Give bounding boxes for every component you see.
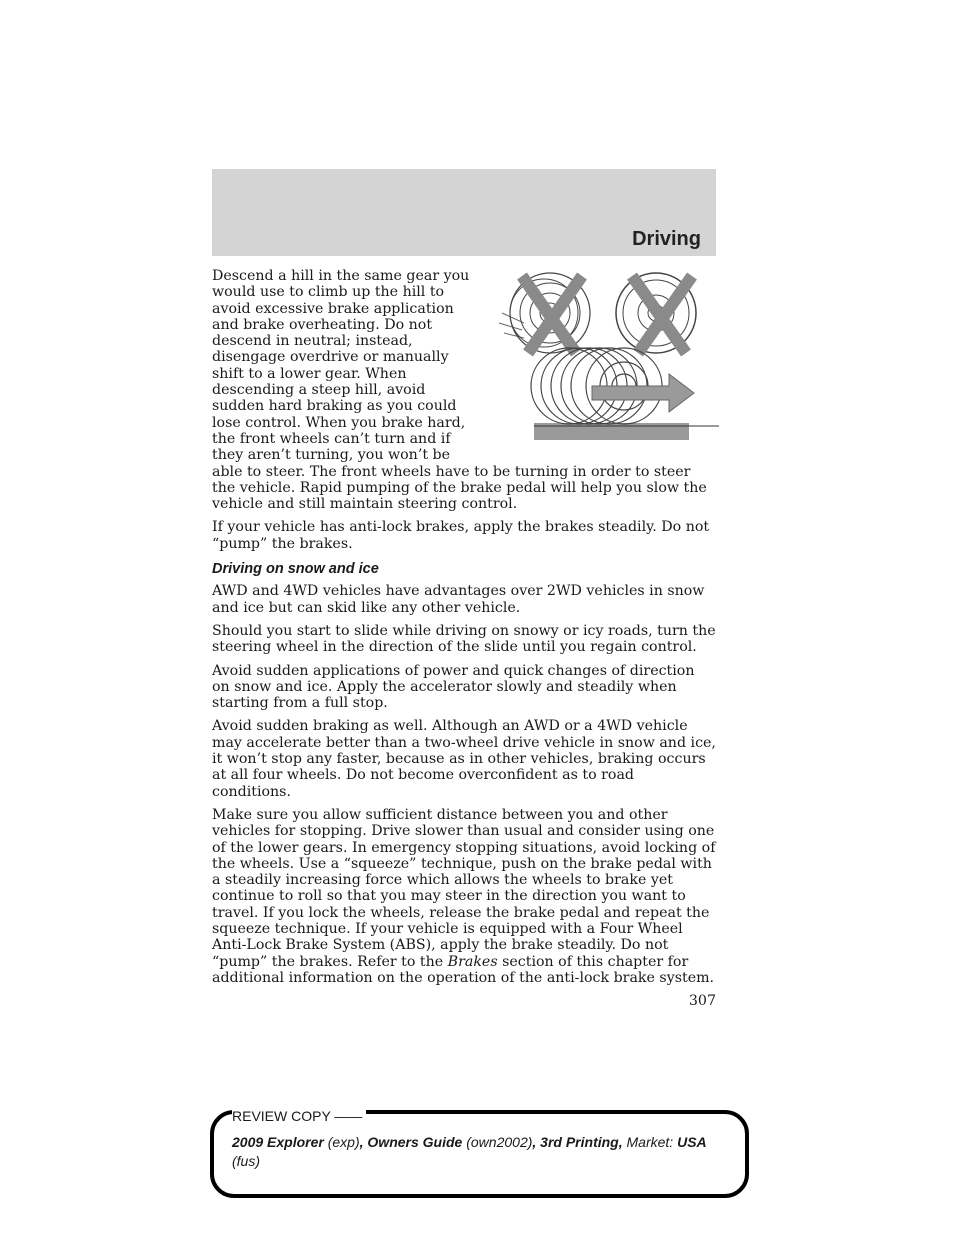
review-copy-footer <box>210 1110 749 1198</box>
paragraph-stopping-distance <box>212 807 716 986</box>
section-title: Driving <box>632 228 701 250</box>
market: USA <box>677 1134 707 1150</box>
guide-code: (own2002) <box>466 1134 533 1150</box>
paragraph-sudden-braking: Avoid sudden braking as well. Although an AWD or a 4WD vehicle may accelerate better than a two-wheel drive vehicle in snow and ice, it won’t stop any faster, because as in other vehicles, braking occurs at all four wheels. Do not become overconfident as to road conditions. <box>212 718 716 800</box>
wheel-lock-illustration <box>484 268 724 448</box>
publication-info <box>232 1134 707 1150</box>
subheading-snow-ice: Driving on snow and ice <box>212 561 379 578</box>
paragraph-text: section of this chapter for additional information on the operation of the anti-lock brake system. <box>212 953 715 986</box>
section-header-band <box>212 169 716 256</box>
direction-arrow <box>592 374 694 412</box>
paragraph-sudden-power: Avoid sudden applications of power and quick changes of direction on snow and ice. Apply the accelerator slowly and steadily when starting from a full stop. <box>212 662 695 712</box>
model-code: (exp) <box>327 1134 360 1150</box>
paragraph-text: Make sure you allow sufficient distance between you and other vehicles for stopping. Drive slower than usual and consider using one of the lower gears. In emergency stopping situations, avoid locking of the wheels. Use a “squeeze” technique, push on the brake pedal with a steadily increasing force which allows the wheels to brake yet continue to roll so that you may steer in the direction you want to travel. If you lock the wheels, release the brake pedal and repeat the squeeze technique. If your vehicle is equipped with a Four Wheel Anti-Lock Brake System (ABS), apply the brake steadily. Do not “pump” the brakes. Refer to the <box>212 806 716 970</box>
paragraph-awd-4wd: AWD and 4WD vehicles have advantages over 2WD vehicles in snow and ice but can skid like any other vehicle. <box>212 583 705 616</box>
guide-name: , Owners Guide <box>359 1134 463 1150</box>
review-copy-label: REVIEW COPY —— <box>232 1108 366 1124</box>
paragraph-hill-descent: Descend a hill in the same gear you would use to climb up the hill to avoid excessive brake application and brake overheating. Do not descend in neutral; instead, disengage overdrive or manually shift to a lower gear. When descending a steep hill, avoid sudden hard braking as you could lose control. When you brake hard, the front wheels can’t turn and if they aren’t turning, you won’t be able to steer. The front wheels have to be turning in order to steer the vehicle. Rapid pumping of the brake pedal will help you slow the vehicle and still maintain steering control. <box>212 268 707 513</box>
brakes-section-reference: Brakes <box>447 953 498 970</box>
page-number: 307 <box>688 993 716 1010</box>
paragraph-slide: Should you start to slide while driving on snowy or icy roads, turn the steering wheel in the direction of the slide until you regain control. <box>212 622 716 656</box>
market-code: (fus) <box>232 1153 260 1169</box>
printing: , 3rd Printing, <box>532 1134 623 1150</box>
prohibited-x-mark-right <box>632 276 692 353</box>
paragraph-antilock-brakes: If your vehicle has anti-lock brakes, apply the brakes steadily. Do not “pump” the brakes. <box>212 519 710 552</box>
prohibited-x-mark-left <box>522 276 582 353</box>
model-name: 2009 Explorer <box>232 1134 324 1150</box>
market-label: Market: <box>626 1134 674 1150</box>
page-content <box>212 268 716 1009</box>
